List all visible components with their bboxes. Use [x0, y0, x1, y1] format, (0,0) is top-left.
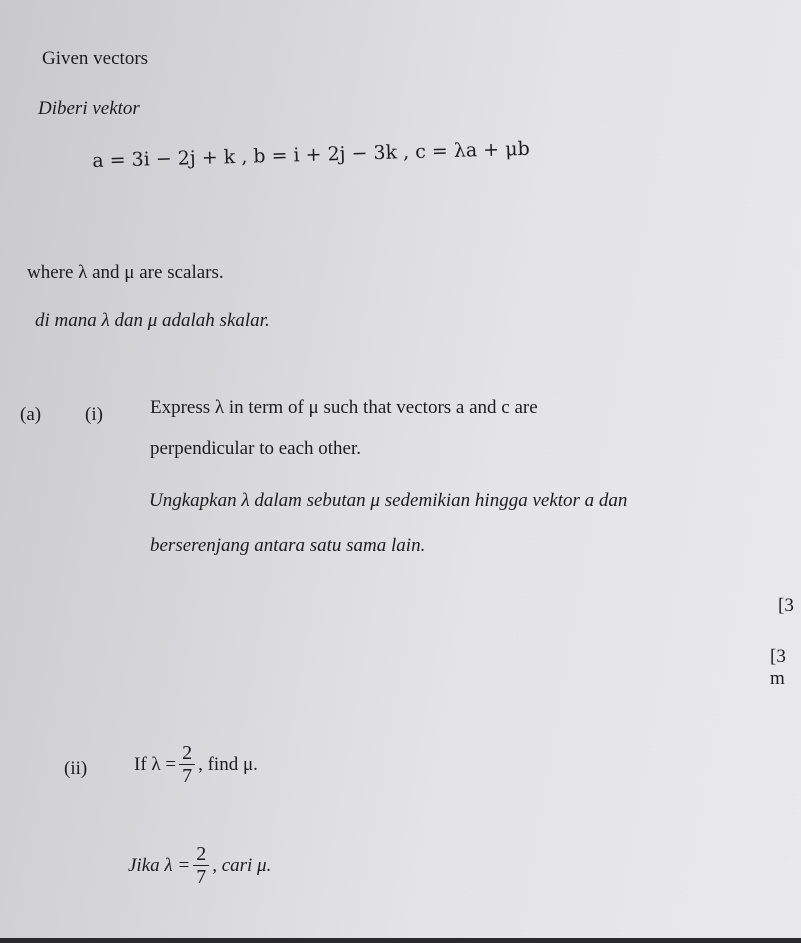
page-bottom-edge	[0, 938, 801, 943]
part-a-ii-label: (ii)	[64, 758, 88, 779]
part-a-ii-malay-suffix: , cari μ.	[212, 854, 272, 876]
lambda-fraction	[179, 742, 195, 787]
fraction-denominator: 7	[182, 765, 193, 787]
fraction-numerator: 2	[179, 742, 195, 765]
fraction-numerator-malay: 2	[193, 843, 209, 866]
part-a-i-english-line2: perpendicular to each other.	[150, 438, 362, 459]
part-a-ii-malay-prefix: Jika λ =	[128, 854, 191, 876]
scalars-english: where λ and μ are scalars.	[27, 262, 224, 283]
part-a-ii-malay	[128, 843, 271, 888]
marks-malay: [3 m	[770, 646, 786, 689]
part-a-label: (a)	[20, 404, 42, 425]
intro-english: Given vectors	[42, 48, 149, 69]
lambda-fraction-malay	[193, 843, 209, 888]
vector-definitions: a = 3i − 2j + k , b = i + 2j − 3k , c = λa + μb	[92, 137, 531, 172]
part-a-i-malay-line2: berserenjang antara satu sama lain.	[150, 535, 426, 556]
part-a-i-english-line1: Express λ in term of μ such that vectors a and c are	[150, 397, 538, 418]
part-a-i-label: (i)	[85, 404, 103, 425]
fraction-denominator-malay: 7	[196, 866, 207, 888]
marks-english: [3	[778, 595, 794, 616]
part-a-ii-english	[134, 742, 258, 787]
scalars-malay: di mana λ dan μ adalah skalar.	[35, 310, 270, 331]
part-a-ii-english-prefix: If λ =	[134, 753, 177, 775]
intro-malay: Diberi vektor	[38, 98, 140, 119]
part-a-ii-english-suffix: , find μ.	[198, 753, 258, 775]
part-a-i-malay-line1: Ungkapkan λ dalam sebutan μ sedemikian hingga vektor a dan	[149, 490, 628, 511]
